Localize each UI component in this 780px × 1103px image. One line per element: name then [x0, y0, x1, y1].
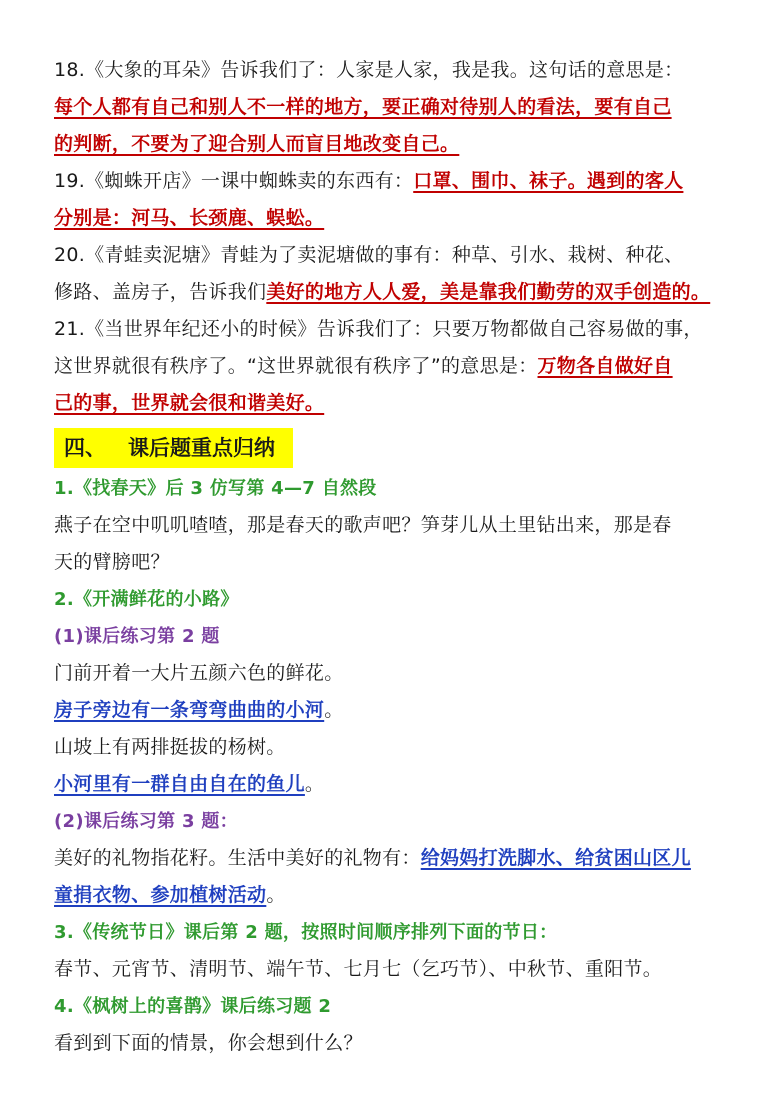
- item-21-text: 21.《当世界年纪还小的时候》告诉我们了：只要万物都做自己容易做的事，: [54, 318, 703, 340]
- item-20-answer: 美好的地方人人爱，美是靠我们勤劳的双手创造的。: [266, 281, 711, 303]
- q2-line-5: [54, 840, 734, 877]
- q2-answer-1: 房子旁边有一条弯弯曲曲的小河: [54, 699, 325, 721]
- section-heading: [54, 428, 293, 468]
- q2-title: 2.《开满鲜花的小路》: [54, 589, 239, 610]
- q2-punct-1: 。: [324, 699, 344, 721]
- q2-sub-2: (2)课后练习第 3 题：: [54, 811, 238, 832]
- item-18-line-2: [54, 89, 734, 126]
- item-19-line-2: [54, 200, 734, 237]
- item-21-answer: 万物各自做好自: [537, 355, 673, 377]
- q1-line-1: 燕子在空中叽叽喳喳，那是春天的歌声吧？笋芽儿从土里钻出来，那是春: [54, 514, 672, 536]
- q4-line-1: 看到到下面的情景，你会想到什么？: [54, 1032, 363, 1054]
- q2-punct-3: 。: [266, 884, 286, 906]
- item-18-line-1: [54, 52, 734, 89]
- q2-text-3: 美好的礼物指花籽。生活中美好的礼物有：: [54, 847, 421, 869]
- item-19-text: 19.《蜘蛛开店》一课中蜘蛛卖的东西有：: [54, 170, 414, 192]
- q2-line-3: 山坡上有两排挺拔的杨树。: [54, 736, 286, 758]
- item-18-answer: 每个人都有自己和别人不一样的地方，要正确对待别人的看法，要有自己: [54, 96, 672, 118]
- q2-line-2: [54, 692, 734, 729]
- q2-line-4: [54, 766, 734, 803]
- item-18-answer-cont: 的判断，不要为了迎合别人而盲目地改变自己。: [54, 133, 460, 155]
- section-number: 四、: [64, 436, 106, 460]
- q3-title: 3.《传统节日》课后第 2 题，按照时间顺序排列下面的节日：: [54, 922, 558, 943]
- q2-punct-2: 。: [304, 773, 325, 795]
- item-20-text-cont: 修路、盖房子，告诉我们: [54, 281, 267, 303]
- item-19-line-1: [54, 163, 734, 200]
- item-20-line-1: [54, 237, 734, 274]
- item-18-line-3: [54, 126, 734, 163]
- item-18-text: 18.《大象的耳朵》告诉我们了：人家是人家，我是我。这句话的意思是：: [54, 59, 684, 81]
- q2-answer-3-cont: 童捐衣物、参加植树活动: [54, 884, 267, 906]
- q3-line-1: 春节、元宵节、清明节、端午节、七月七（乞巧节）、中秋节、重阳节。: [54, 958, 663, 980]
- item-21-line-2: [54, 348, 734, 385]
- item-21-line-1: [54, 311, 734, 348]
- item-21-answer-cont: 己的事，世界就会很和谐美好。: [54, 392, 325, 414]
- document-page: [54, 52, 734, 1062]
- item-21-text-cont: 这世界就很有秩序了。“这世界就很有秩序了”的意思是：: [54, 355, 538, 377]
- q1-line-2: 天的臂膀吧？: [54, 551, 170, 573]
- q4-title: 4.《枫树上的喜鹊》课后练习题 2: [54, 996, 332, 1017]
- q1-title: 1.《找春天》后 3 仿写第 4—7 自然段: [54, 478, 377, 499]
- q2-answer-2: 小河里有一群自由自在的鱼儿: [54, 773, 305, 795]
- item-20-line-2: [54, 274, 734, 311]
- q2-sub-1: (1)课后练习第 2 题: [54, 626, 220, 647]
- item-19-answer: 口罩、围巾、袜子。遇到的客人: [413, 170, 684, 192]
- item-20-text: 20.《青蛙卖泥塘》青蛙为了卖泥塘做的事有：种草、引水、栽树、种花、: [54, 244, 684, 266]
- item-19-answer-cont: 分别是：河马、长颈鹿、蜈蚣。: [54, 207, 325, 229]
- item-21-line-3: [54, 385, 734, 422]
- q2-answer-3: 给妈妈打洗脚水、给贫困山区儿: [420, 847, 691, 869]
- q2-line-1: 门前开着一大片五颜六色的鲜花。: [54, 662, 344, 684]
- q2-line-6: [54, 877, 734, 914]
- section-title: 课后题重点归纳: [128, 436, 275, 460]
